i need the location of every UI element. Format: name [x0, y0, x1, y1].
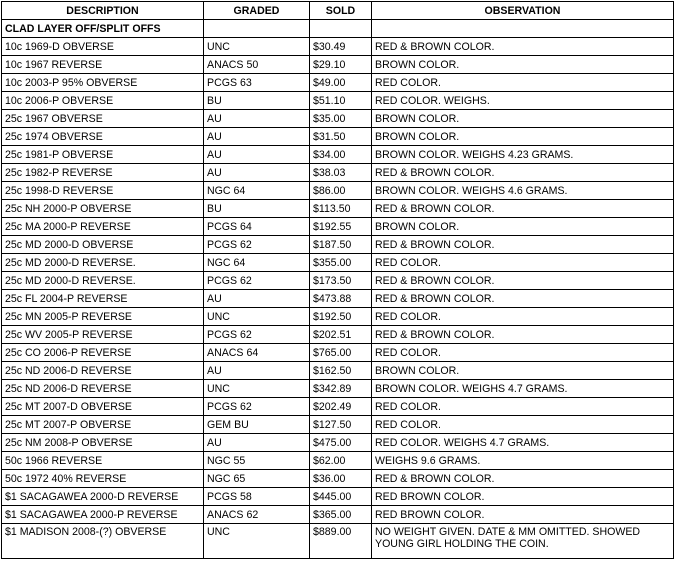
cell-graded: GEM BU: [204, 416, 310, 434]
cell-graded: PCGS 62: [204, 272, 310, 290]
cell-graded: PCGS 62: [204, 398, 310, 416]
table-row: [2, 506, 674, 524]
cell-observation: RED & BROWN COLOR.: [372, 290, 674, 308]
cell-description: 25c MN 2005-P REVERSE: [2, 308, 204, 326]
cell-observation: BROWN COLOR.: [372, 110, 674, 128]
table-row: [2, 200, 674, 218]
cell-observation: RED COLOR. WEIGHS 4.7 GRAMS.: [372, 434, 674, 452]
cell-graded: NGC 65: [204, 470, 310, 488]
cell-graded: PCGS 58: [204, 488, 310, 506]
cell-sold: $192.50: [310, 308, 372, 326]
cell-observation: RED COLOR.: [372, 74, 674, 92]
cell-sold: $765.00: [310, 344, 372, 362]
table-row: [2, 110, 674, 128]
cell-observation: RED COLOR.: [372, 398, 674, 416]
cell-sold: $38.03: [310, 164, 372, 182]
cell-sold: $202.51: [310, 326, 372, 344]
cell-description: 25c WV 2005-P REVERSE: [2, 326, 204, 344]
cell-graded: ANACS 50: [204, 56, 310, 74]
cell-observation: RED & BROWN COLOR.: [372, 200, 674, 218]
cell-observation: RED COLOR.: [372, 416, 674, 434]
table-row: [2, 524, 674, 559]
cell-sold: $475.00: [310, 434, 372, 452]
cell-description: 25c MA 2000-P REVERSE: [2, 218, 204, 236]
coin-errors-table: [1, 1, 674, 559]
cell-observation: RED & BROWN COLOR.: [372, 164, 674, 182]
cell-sold: $355.00: [310, 254, 372, 272]
cell-description: 10c 1969-D OBVERSE: [2, 38, 204, 56]
cell-sold: $62.00: [310, 452, 372, 470]
cell-observation: WEIGHS 9.6 GRAMS.: [372, 452, 674, 470]
cell-graded: UNC: [204, 524, 310, 559]
section-empty-cell: [204, 20, 310, 38]
table-row: [2, 236, 674, 254]
table-row: [2, 56, 674, 74]
cell-description: 25c ND 2006-D REVERSE: [2, 380, 204, 398]
cell-description: 25c MD 2000-D OBVERSE: [2, 236, 204, 254]
cell-observation: BROWN COLOR. WEIGHS 4.7 GRAMS.: [372, 380, 674, 398]
section-empty-cell: [372, 20, 674, 38]
table-row: [2, 344, 674, 362]
header-description: DESCRIPTION: [2, 2, 204, 20]
section-empty-cell: [310, 20, 372, 38]
cell-observation: BROWN COLOR. WEIGHS 4.23 GRAMS.: [372, 146, 674, 164]
cell-description: 25c 1998-D REVERSE: [2, 182, 204, 200]
cell-sold: $29.10: [310, 56, 372, 74]
cell-observation: BROWN COLOR.: [372, 218, 674, 236]
cell-description: 25c 1981-P OBVERSE: [2, 146, 204, 164]
cell-graded: BU: [204, 92, 310, 110]
table-row: [2, 416, 674, 434]
cell-graded: AU: [204, 164, 310, 182]
cell-sold: $34.00: [310, 146, 372, 164]
cell-sold: $473.88: [310, 290, 372, 308]
cell-sold: $86.00: [310, 182, 372, 200]
cell-sold: $445.00: [310, 488, 372, 506]
cell-sold: $49.00: [310, 74, 372, 92]
cell-graded: AU: [204, 146, 310, 164]
table-row: [2, 488, 674, 506]
table-row: [2, 128, 674, 146]
cell-sold: $113.50: [310, 200, 372, 218]
cell-description: 25c CO 2006-P REVERSE: [2, 344, 204, 362]
table-row: [2, 182, 674, 200]
table-row: [2, 398, 674, 416]
cell-sold: $36.00: [310, 470, 372, 488]
cell-observation: RED & BROWN COLOR.: [372, 236, 674, 254]
cell-description: 25c MT 2007-P OBVERSE: [2, 416, 204, 434]
cell-observation: BROWN COLOR.: [372, 56, 674, 74]
cell-observation: BROWN COLOR. WEIGHS 4.6 GRAMS.: [372, 182, 674, 200]
cell-sold: $889.00: [310, 524, 372, 559]
table-body: [2, 20, 674, 559]
cell-sold: $173.50: [310, 272, 372, 290]
section-row: [2, 20, 674, 38]
cell-sold: $30.49: [310, 38, 372, 56]
table-row: [2, 380, 674, 398]
cell-observation: RED BROWN COLOR.: [372, 488, 674, 506]
section-title: CLAD LAYER OFF/SPLIT OFFS: [2, 20, 204, 38]
cell-description: 25c FL 2004-P REVERSE: [2, 290, 204, 308]
table-row: [2, 452, 674, 470]
cell-graded: UNC: [204, 380, 310, 398]
cell-graded: BU: [204, 200, 310, 218]
cell-graded: NGC 64: [204, 254, 310, 272]
cell-description: $1 SACAGAWEA 2000-D REVERSE: [2, 488, 204, 506]
cell-observation: RED BROWN COLOR.: [372, 506, 674, 524]
cell-observation: RED & BROWN COLOR.: [372, 272, 674, 290]
header-row: [2, 2, 674, 20]
cell-description: 10c 2006-P OBVERSE: [2, 92, 204, 110]
cell-graded: AU: [204, 290, 310, 308]
table-row: [2, 218, 674, 236]
table-row: [2, 38, 674, 56]
table-row: [2, 308, 674, 326]
table-row: [2, 470, 674, 488]
cell-graded: PCGS 64: [204, 218, 310, 236]
cell-observation: RED & BROWN COLOR.: [372, 326, 674, 344]
cell-sold: $162.50: [310, 362, 372, 380]
cell-sold: $127.50: [310, 416, 372, 434]
cell-observation: BROWN COLOR.: [372, 128, 674, 146]
cell-observation: BROWN COLOR.: [372, 362, 674, 380]
table-row: [2, 74, 674, 92]
cell-sold: $187.50: [310, 236, 372, 254]
cell-observation: RED COLOR.: [372, 254, 674, 272]
cell-description: 25c NM 2008-P OBVERSE: [2, 434, 204, 452]
cell-description: 25c NH 2000-P OBVERSE: [2, 200, 204, 218]
cell-graded: PCGS 63: [204, 74, 310, 92]
cell-description: 25c 1982-P REVERSE: [2, 164, 204, 182]
cell-description: $1 MADISON 2008-(?) OBVERSE: [2, 524, 204, 559]
cell-description: 25c MD 2000-D REVERSE.: [2, 254, 204, 272]
table-row: [2, 290, 674, 308]
cell-observation: RED COLOR. WEIGHS.: [372, 92, 674, 110]
table-row: [2, 92, 674, 110]
cell-observation: RED COLOR.: [372, 308, 674, 326]
cell-sold: $342.89: [310, 380, 372, 398]
cell-graded: AU: [204, 362, 310, 380]
table-row: [2, 434, 674, 452]
cell-observation: RED & BROWN COLOR.: [372, 38, 674, 56]
table-row: [2, 362, 674, 380]
table-row: [2, 326, 674, 344]
cell-description: 25c 1974 OBVERSE: [2, 128, 204, 146]
cell-description: 25c MT 2007-D OBVERSE: [2, 398, 204, 416]
cell-observation: RED COLOR.: [372, 344, 674, 362]
cell-description: 25c 1967 OBVERSE: [2, 110, 204, 128]
cell-description: 25c MD 2000-D REVERSE.: [2, 272, 204, 290]
cell-description: 10c 1967 REVERSE: [2, 56, 204, 74]
cell-graded: PCGS 62: [204, 236, 310, 254]
cell-graded: UNC: [204, 308, 310, 326]
cell-description: 25c ND 2006-D REVERSE: [2, 362, 204, 380]
header-graded: GRADED: [204, 2, 310, 20]
cell-graded: AU: [204, 110, 310, 128]
table-row: [2, 254, 674, 272]
cell-graded: UNC: [204, 38, 310, 56]
table-row: [2, 164, 674, 182]
header-observation: OBSERVATION: [372, 2, 674, 20]
cell-observation: NO WEIGHT GIVEN. DATE & MM OMITTED. SHOWED YOUNG GIRL HOLDING THE COIN.: [372, 524, 674, 559]
cell-sold: $365.00: [310, 506, 372, 524]
cell-sold: $51.10: [310, 92, 372, 110]
cell-description: 50c 1966 REVERSE: [2, 452, 204, 470]
header-sold: SOLD: [310, 2, 372, 20]
cell-graded: PCGS 62: [204, 326, 310, 344]
cell-description: $1 SACAGAWEA 2000-P REVERSE: [2, 506, 204, 524]
cell-observation: RED & BROWN COLOR.: [372, 470, 674, 488]
cell-graded: ANACS 62: [204, 506, 310, 524]
cell-graded: AU: [204, 128, 310, 146]
cell-sold: $31.50: [310, 128, 372, 146]
cell-graded: NGC 55: [204, 452, 310, 470]
cell-graded: AU: [204, 434, 310, 452]
table-row: [2, 272, 674, 290]
cell-sold: $192.55: [310, 218, 372, 236]
cell-graded: ANACS 64: [204, 344, 310, 362]
cell-description: 50c 1972 40% REVERSE: [2, 470, 204, 488]
cell-description: 10c 2003-P 95% OBVERSE: [2, 74, 204, 92]
cell-sold: $35.00: [310, 110, 372, 128]
cell-sold: $202.49: [310, 398, 372, 416]
cell-graded: NGC 64: [204, 182, 310, 200]
table-row: [2, 146, 674, 164]
